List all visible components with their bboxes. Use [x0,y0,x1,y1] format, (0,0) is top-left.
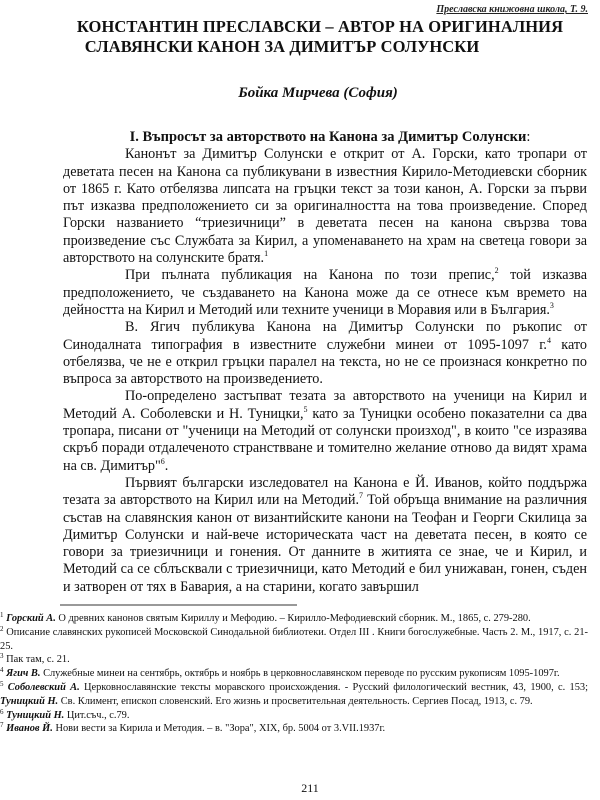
paragraph-text: като отбелязва, че не е открил гръцки паралел на текста, но не се произнася конкретно по въпроса за авторството на произведението. [63,336,587,388]
paragraph-4 [63,388,587,474]
footnote-text: Служебные минеи на сентябрь, октябрь и ноябрь в церковнославянском переводе по русским рукописям 1095-1097г. [40,668,560,680]
footnote-number: 4 [0,666,4,675]
footnote-number: 5 [0,679,4,688]
footnote-ref[interactable]: 3 [549,300,554,310]
paragraph-text: . [164,457,169,474]
title-line-1: КОНСТАНТИН ПРЕСЛАВСКИ – АВТОР НА ОРИГИНАЛНИЯ [76,17,564,36]
author-line: Бойка Мирчева (София) [238,85,398,101]
page-number: 211 [301,781,319,795]
footnote-4 [0,667,588,681]
paragraph-text: Канонът за Димитър Солунски е открит от А. Горски, като тропари от деветата песен на Канона са публикувани в известния Кирило-Методиевски сборник от 1865 г. Като отбелязва липсата на гръцки текст за този канон, А. Горски за първи път изказва предположението си за оригиналността на това произведение. Според Горски названието “триезичници” в деветата песен на канона свързва това произведение със Службата за Кирил, а упоменаването на храм на светеца говори за авторството на солунските братя. [63,146,587,267]
footnote-number: 1 [0,611,4,619]
paragraph-5 [63,475,587,596]
footnote-ref[interactable]: 5 [303,404,308,414]
footnote-text: Пак там, с. 21. [3,654,70,666]
section-heading-colon: : [526,129,531,145]
paragraph-text: като за Туницки особено показателни са два тропара, писани от "ученици на Методий от солунски произход", в които "се изразява скръб поради отдалеченото странствване и томително желание отново да видят храма на св. Димитър" [63,405,587,474]
footnote-ref[interactable]: 4 [546,335,551,345]
paragraph-text: Той обръща внимание на различния състав на славянския канон от византийските канони на Теофан и Георги Скилица за Димитър Солунски и най-вече историческата част на деветата песен, в която се говори за триезичници и гонения. От данните в житията се знае, че и Кирил, и Методий са се сблъсквали с триезичници, като Методий е бил унижаван, гонен, съден и затворен от тях в Бавария, а на старини, когато завършил [63,492,587,595]
paragraph-text: В. Ягич публикува Канона на Димитър Солунски по ръкопис от Синодалната типография в известните служебни минеи от 1095-1097 г. [63,319,587,353]
footnote-5 [0,681,588,709]
footnote-text: О древних канонов святым Кириллу и Мефодию. – Кирилло-Мефодиевский сборник. М., 1865, с. 279-280. [55,613,531,624]
paragraph-text: По-определено застъпват тезата за авторството на ученици на Кирил и Методий А. Соболевски и Н. Туницки, [63,388,587,422]
footnote-author: Ягич В. [6,668,41,680]
footnote-number: 3 [0,652,4,661]
footnote-author: Иванов Й. [6,723,53,735]
footnote-ref[interactable]: 7 [359,491,364,501]
footnote-1 [0,612,588,626]
paragraph-1 [63,146,587,267]
footnote-text: Церковнославянские тексты моравского происхождения. - Русский филологический вестник, 43, 1900, с. 153; [79,681,588,693]
footnote-number: 2 [0,624,4,633]
footnotes [0,612,588,736]
footnote-author: Туницкий Н. [6,709,65,721]
footnote-author: Соболевский А. [7,681,80,693]
footnote-7 [0,722,588,736]
section-heading [63,129,587,146]
paragraph-text: Първият български изследовател на Канона е Й. Иванов, който поддържа тезата за авторството на Кирил или на Методий. [63,474,587,509]
footnote-2 [0,626,588,654]
paragraph-2 [63,267,587,319]
footnote-text: Св. Климент, епископ словенский. Его жизнь и просветительная деятельность. Сергиев Посад, 1913, с. 79. [58,695,533,707]
title-line-2: СЛАВЯНСКИ КАНОН ЗА ДИМИТЪР СОЛУНСКИ [84,37,480,56]
footnote-number: 7 [0,721,4,730]
paragraph-text: При пълната публикация на Канона по този препис, [125,267,495,284]
footnote-text: Цит.съч., с.79. [64,709,130,721]
article-title [0,17,600,57]
running-head: Преславска книжовна школа, Т. 9. [436,4,588,15]
footnote-author: Горский А. [6,613,56,624]
footnote-6 [0,709,588,723]
footnote-ref[interactable]: 6 [160,456,165,466]
paragraph-3 [63,319,587,388]
section-heading-text: I. Въпросът за авторството на Канона за Димитър Солунски [129,129,527,145]
footnote-number: 6 [0,707,4,716]
footnote-text: Описание славянских рукописей Московской Синодальной библиотеки. Отдел III . Книги богослужебные. Часть 2. М., 1917, с. 21-25. [0,626,588,652]
footnote-ref[interactable]: 1 [264,249,269,259]
paragraph-text: той изказва предположението, че създаването на Канона може да се отнесе към времето на дейността на Кирил и Методий или техните ученици в Моравия или в България. [63,267,587,318]
footnote-text: Нови вести за Кирила и Методия. – в. "Зора", XIX, бр. 5004 от 3.VII.1937г. [52,723,386,735]
footnote-author: Туницкий Н. [0,695,59,707]
footnote-ref[interactable]: 2 [494,266,499,276]
article-body [63,129,587,596]
footnote-3 [0,653,588,667]
footnote-separator [60,604,297,606]
